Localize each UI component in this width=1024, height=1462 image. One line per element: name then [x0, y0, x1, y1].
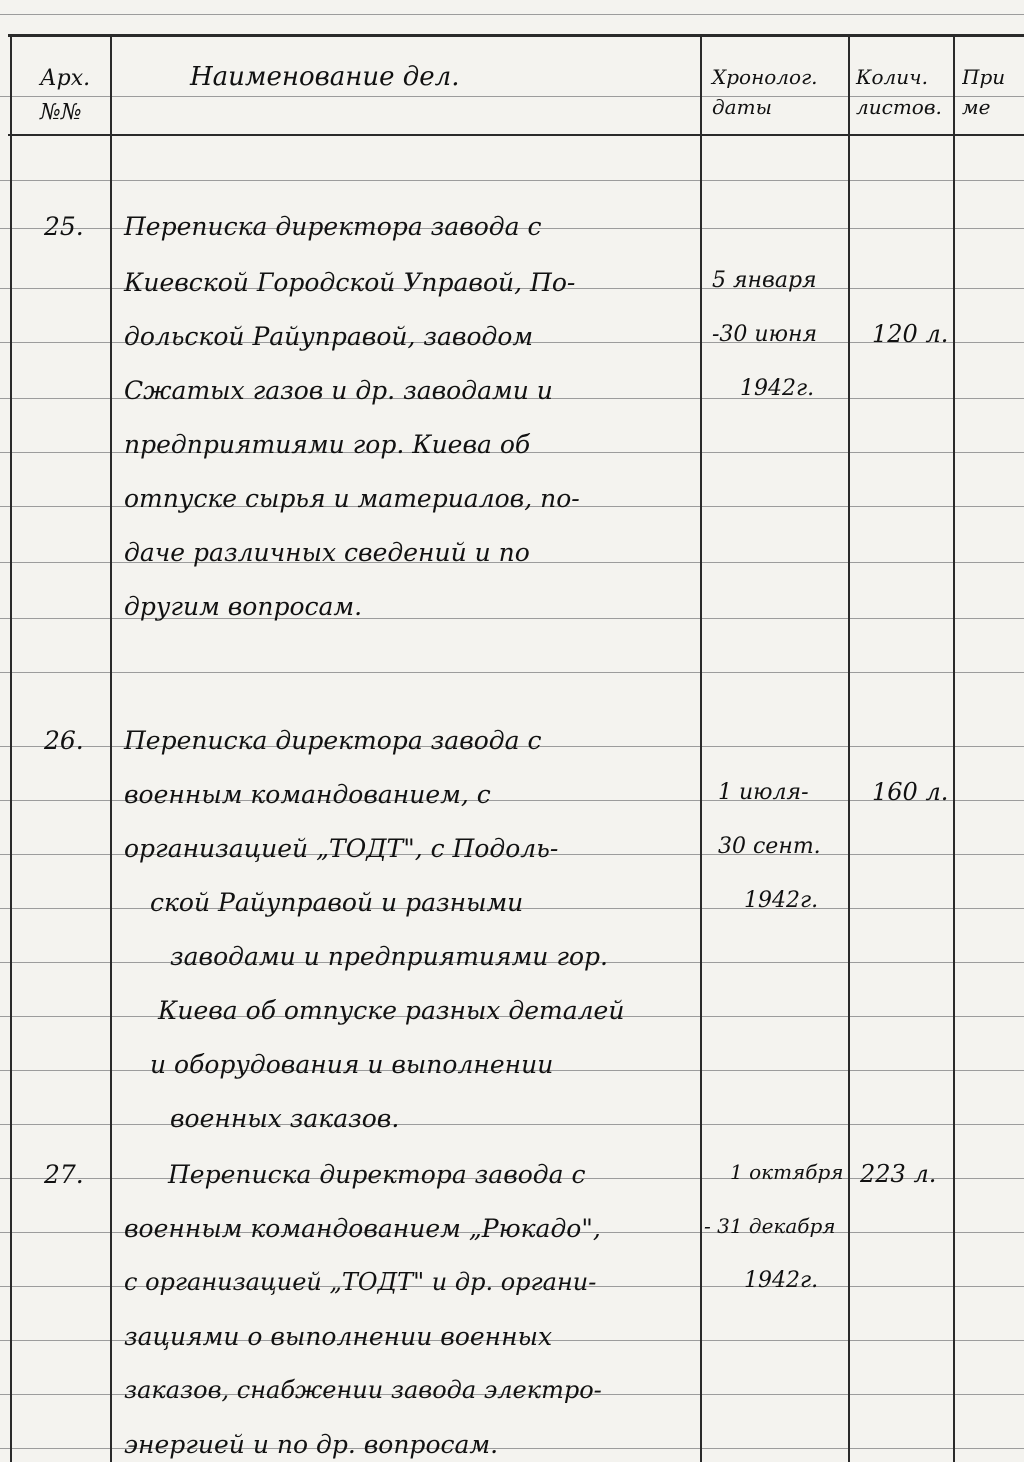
entry-line: Сжатых газов и др. заводами и — [124, 376, 553, 405]
entry-line: и оборудования и выполнении — [150, 1050, 554, 1079]
entry-line: даче различных сведений и по — [124, 538, 530, 567]
entry-line: заводами и предприятиями гор. — [170, 942, 608, 971]
column-divider — [110, 36, 112, 1462]
entry-line: заказов, снабжении завода электро- — [124, 1376, 602, 1404]
entry-number: 27. — [44, 1160, 84, 1189]
column-divider — [848, 36, 850, 1462]
entry-sheets: 120 л. — [872, 320, 949, 348]
entry-line: Киева об отпуске разных деталей — [158, 996, 625, 1025]
table-top-border — [8, 34, 1024, 37]
entry-date: 1942г. — [744, 1268, 819, 1293]
header-title: Наименование дел. — [190, 62, 460, 92]
entry-sheets: 160 л. — [872, 778, 949, 806]
header-bottom-border — [8, 134, 1024, 136]
entry-line: организацией „ТОДТ", с Подоль- — [124, 834, 559, 863]
entry-line: зациями о выполнении военных — [124, 1322, 553, 1351]
entry-line: отпуске сырья и материалов, по- — [124, 484, 580, 513]
entry-line: Переписка директора завода с — [168, 1160, 586, 1189]
entry-date: -30 июня — [712, 322, 818, 347]
header-dates: Хронолог. даты — [712, 65, 818, 119]
column-divider — [700, 36, 702, 1462]
entry-date: - 31 декабря — [704, 1214, 836, 1238]
header-archive-number: Арх. №№ — [40, 66, 91, 125]
entry-date: 30 сент. — [718, 834, 821, 859]
entry-date: 1 июля- — [718, 780, 809, 805]
entry-line: с организацией „ТОДТ" и др. органи- — [124, 1268, 597, 1296]
header-sheets: Колич. листов. — [856, 65, 942, 119]
entry-sheets: 223 л. — [860, 1160, 937, 1188]
entry-line: военным командованием „Рюкадо", — [124, 1214, 601, 1243]
entry-line: ской Райуправой и разными — [150, 888, 524, 917]
entry-line: Киевской Городской Управой, По- — [124, 268, 576, 297]
header-notes: При ме — [962, 65, 1006, 119]
entry-number: 25. — [44, 212, 84, 241]
entry-line: военных заказов. — [170, 1104, 400, 1133]
entry-number: 26. — [44, 726, 84, 755]
entry-line: Переписка директора завода с — [124, 212, 542, 241]
entry-line: дольской Райуправой, заводом — [124, 322, 534, 351]
entry-line: предприятиями гор. Киева об — [124, 430, 531, 459]
entry-line: другим вопросам. — [124, 592, 363, 621]
column-divider — [10, 36, 12, 1462]
entry-date: 1942г. — [740, 376, 815, 401]
entry-line: военным командованием, с — [124, 780, 491, 809]
entry-date: 1942г. — [744, 888, 819, 913]
entry-line: энергией и по др. вопросам. — [124, 1430, 499, 1459]
entry-date: 1 октября — [730, 1160, 844, 1184]
entry-date: 5 января — [712, 268, 817, 293]
entry-line: Переписка директора завода с — [124, 726, 542, 755]
column-divider — [953, 36, 955, 1462]
